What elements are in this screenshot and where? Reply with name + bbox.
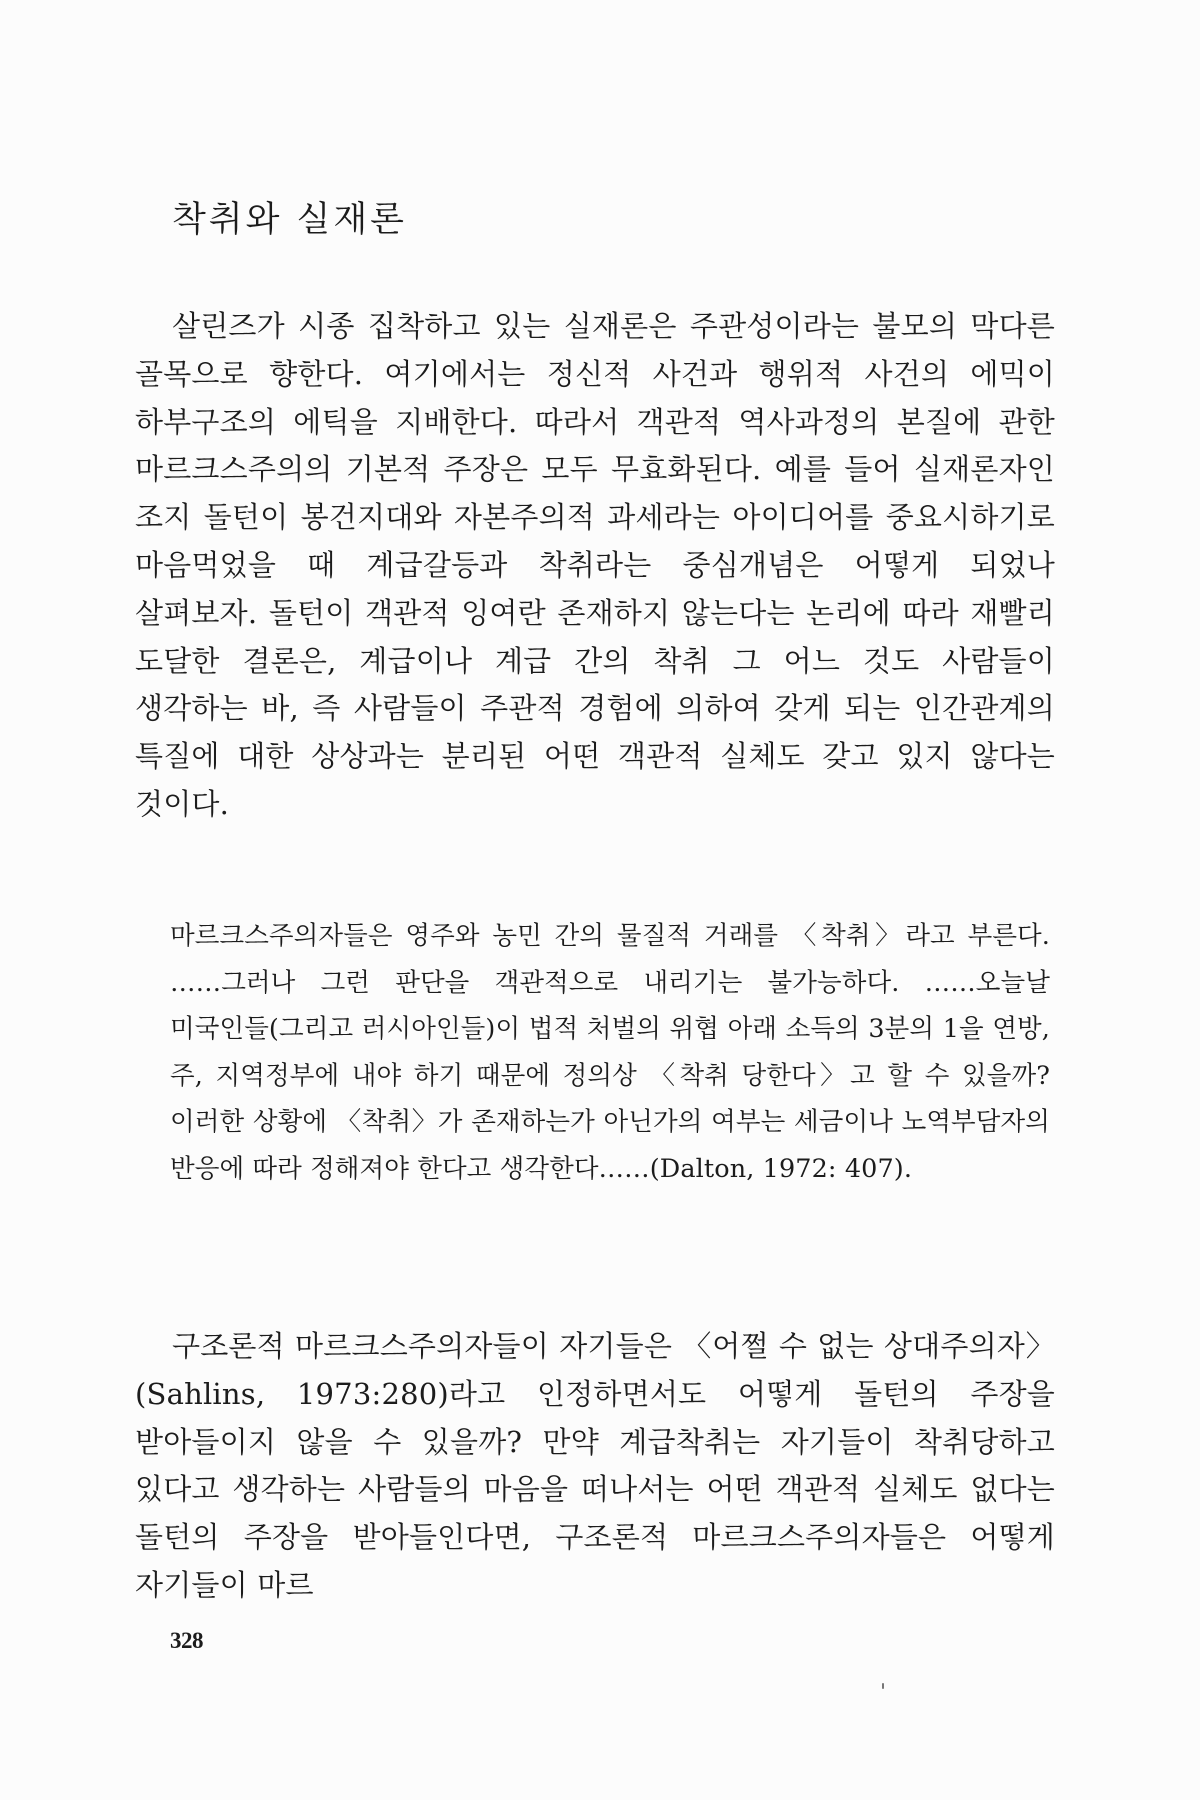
block-quote: 마르크스주의자들은 영주와 농민 간의 물질적 거래를 〈착취〉라고 부른다. ……그러나 그런 판단을 객관적으로 내리기는 불가능하다. ……오늘날 미국인들(그리고 러시아인들)이 법적 처벌의 위협 아래 소득의 3분의 1을 연방, 주, 지역정부에 내야 하기 때문에 정의상 〈착취 당한다〉고 할 수 있을까? 이러한 상황에 〈착취〉가 존재하는가 아닌가의 여부는 세금이나 노역부담자의 반응에 따라 정해져야 한다고 생각한다……(Dalton, 1972: 407). (170, 921, 1050, 1184)
scan-speck (882, 1683, 884, 1689)
section-title: 착취와 실재론 (172, 200, 407, 240)
page-number: 328 (170, 1628, 203, 1653)
body-paragraph-2: 구조론적 마르크스주의자들이 자기들은 〈어쩔 수 없는 상대주의자〉(Sahlins, 1973:280)라고 인정하면서도 어떻게 돌턴의 주장을 받아들이지 않을 수 있을까? 만약 계급착취는 자기들이 착취당하고 있다고 생각하는 사람들의 마음을 떠나서는 어떤 객관적 실체도 없다는 돌턴의 주장을 받아들인다면, 구조론적 마르크스주의자들은 어떻게 자기들이 마르 (135, 1329, 1055, 1602)
body-paragraph-1: 살린즈가 시종 집착하고 있는 실재론은 주관성이라는 불모의 막다른 골목으로 향한다. 여기에서는 정신적 사건과 행위적 사건의 에믹이 하부구조의 에틱을 지배한다. 따라서 객관적 역사과정의 본질에 관한 마르크스주의의 기본적 주장은 모두 무효화된다. 예를 들어 실재론자인 조지 돌턴이 봉건지대와 자본주의적 과세라는 아이디어를 중요시하기로 마음먹었을 때 계급갈등과 착취라는 중심개념은 어떻게 되었나 살펴보자. 돌턴이 객관적 잉여란 존재하지 않는다는 논리에 따라 재빨리 도달한 결론은, 계급이나 계급 간의 착취 그 어느 것도 사람들이 생각하는 바, 즉 사람들이 주관적 경험에 의하여 갖게 되는 인간관계의 특질에 대한 상상과는 분리된 어떤 객관적 실체도 갖고 있지 않다는 것이다. (135, 309, 1055, 821)
